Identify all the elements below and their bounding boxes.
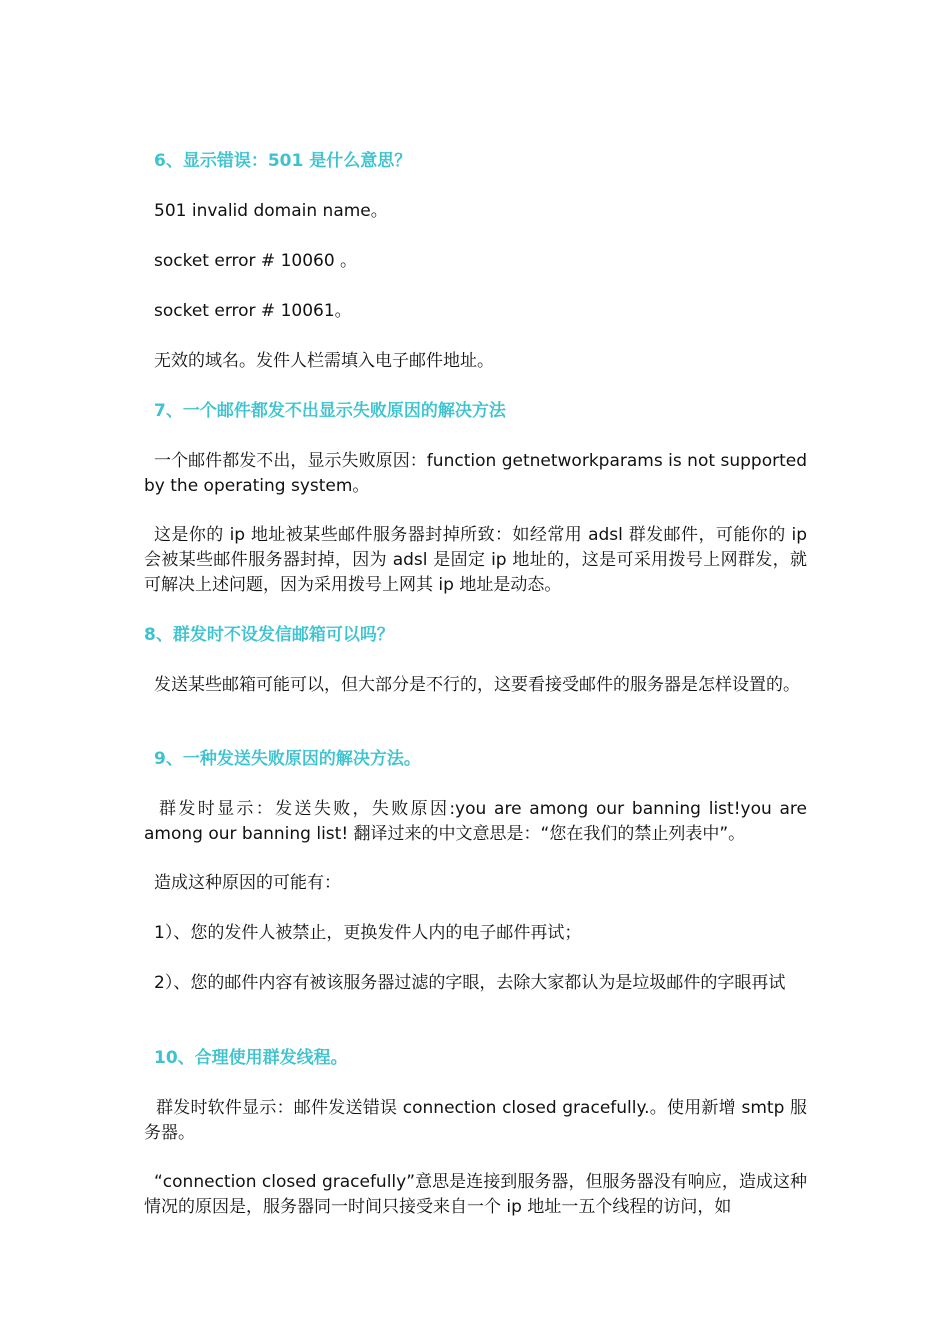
paragraph: socket error # 10061。 — [154, 301, 352, 321]
section-heading-6: 6、显示错误：501 是什么意思？ — [154, 151, 412, 171]
section-heading-9: 9、一种发送失败原因的解决方法。 — [154, 749, 421, 769]
list-item: 2）、您的邮件内容有被该服务器过滤的字眼，去除大家都认为是垃圾邮件的字眼再试 — [154, 973, 786, 993]
paragraph: 501 invalid domain name。 — [154, 201, 388, 221]
section-heading-7: 7、一个邮件都发不出显示失败原因的解决方法 — [154, 401, 506, 421]
section-heading-8: 8、群发时不设发信邮箱可以吗？ — [144, 625, 394, 645]
paragraph: 发送某些邮箱可能可以，但大部分是不行的，这要看接受邮件的服务器是怎样设置的。 — [154, 675, 800, 695]
paragraph: 这是你的 ip 地址被某些邮件服务器封掉所致：如经常用 adsl 群发邮件，可能你的 ip 会被某些邮件服务器封掉，因为 adsl 是固定 ip 地址的，这是可采用拨号上网群发，就可解决上述问题，因为采用拨号上网其 ip 地址是动态。 — [144, 525, 807, 595]
list-item: 1）、您的发件人被禁止，更换发件人内的电子邮件再试； — [154, 923, 582, 943]
paragraph: socket error # 10060 。 — [154, 251, 358, 271]
paragraph: 无效的域名。发件人栏需填入电子邮件地址。 — [154, 351, 494, 371]
paragraph: “connection closed gracefully”意思是连接到服务器，但服务器没有响应，造成这种情况的原因是，服务器同一时间只接受来自一个 ip 地址一五个线程的访问，如 — [144, 1172, 807, 1217]
paragraph: 群发时软件显示：邮件发送错误 connection closed gracefully.。使用新增 smtp 服务器。 — [144, 1098, 807, 1143]
paragraph: 造成这种原因的可能有： — [154, 873, 341, 893]
paragraph: 一个邮件都发不出，显示失败原因：function getnetworkparams is not supported by the operating system。 — [144, 451, 807, 496]
section-heading-10: 10、合理使用群发线程。 — [154, 1048, 348, 1068]
paragraph: 群发时显示：发送失败，失败原因:you are among our banning list!you are among our banning list! 翻译过来的中文意思是：“您在我们的禁止列表中”。 — [144, 799, 807, 844]
